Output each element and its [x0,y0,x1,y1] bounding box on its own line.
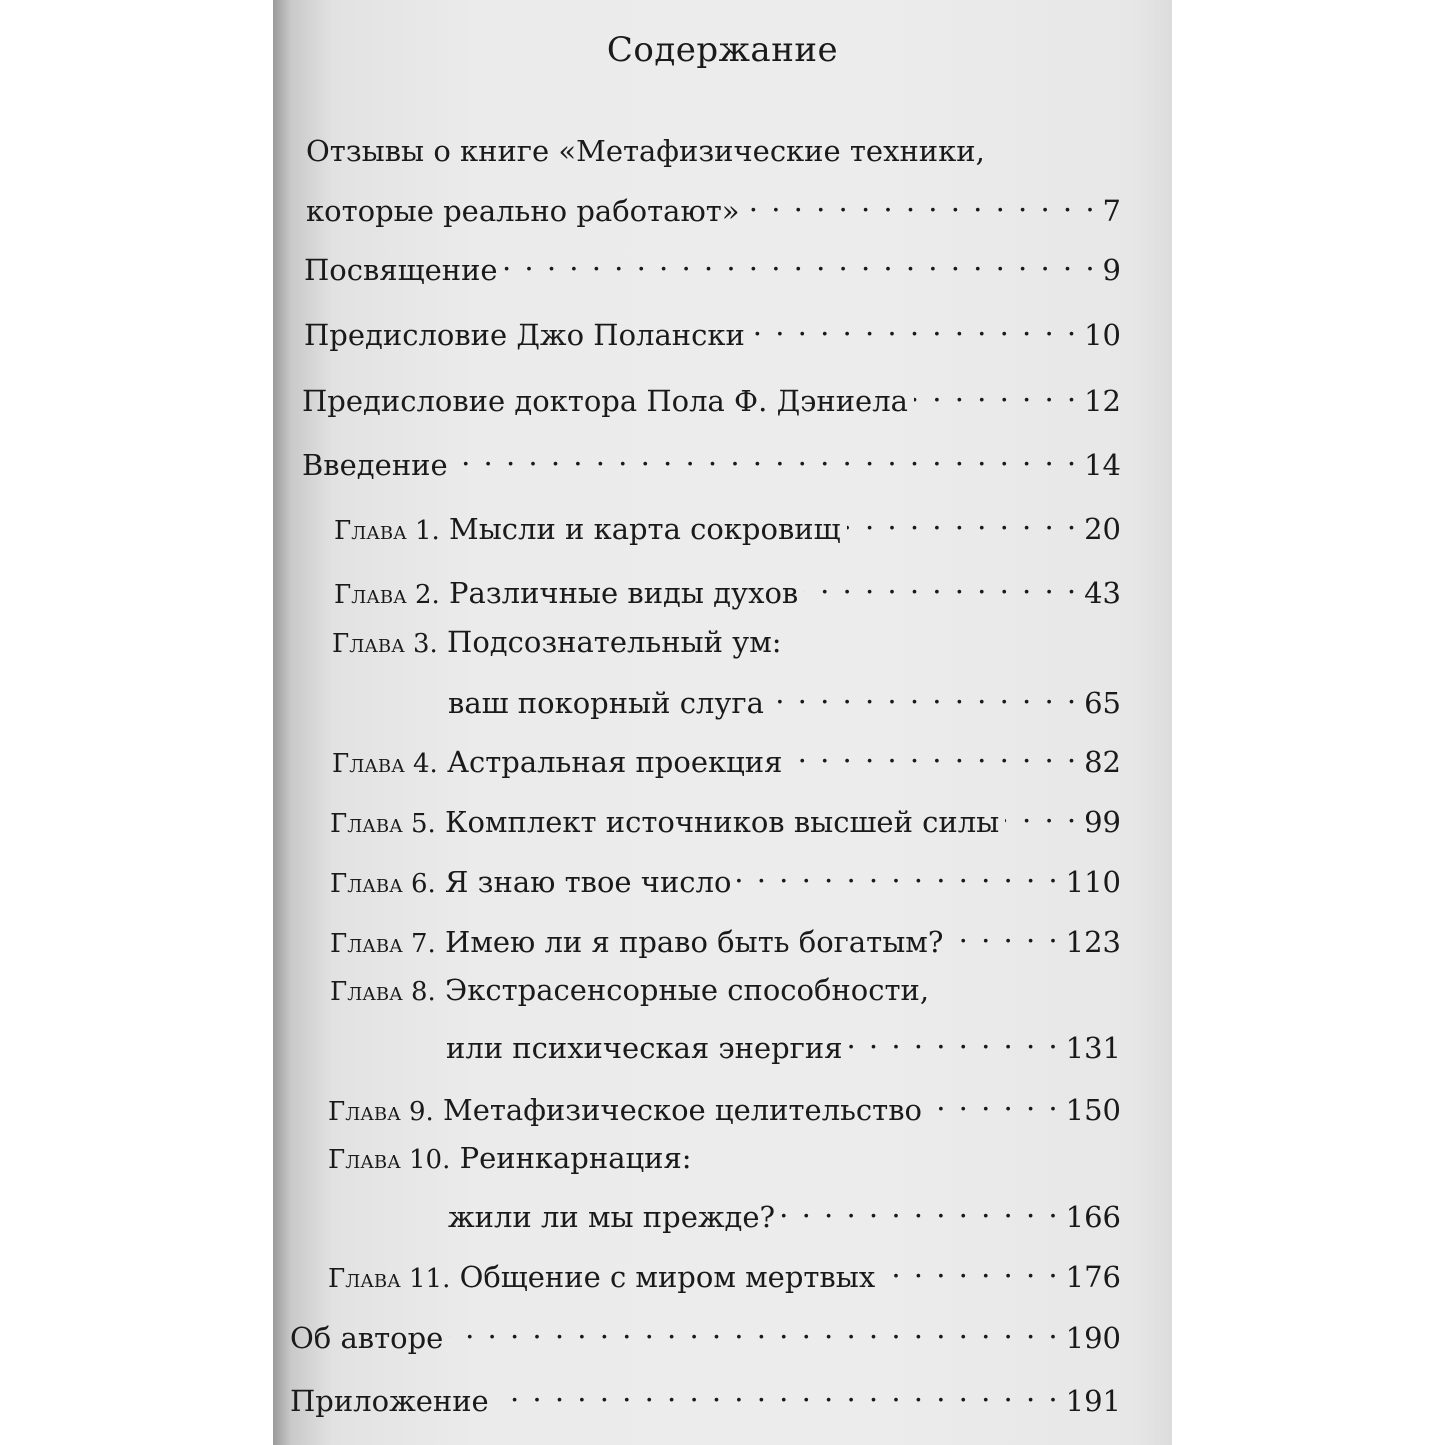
toc-entry-page: 123 [1065,925,1121,959]
toc-leader-dots [949,912,1059,952]
toc-entry-appendix [290,1371,1121,1418]
toc-leader-dots [788,732,1078,772]
chapter-prefix: Глава 3. [332,629,438,659]
toc-entry-chapter-8 [446,1018,1121,1065]
toc-entry-title: Предисловие доктора Пола Ф. Дэниела [302,384,908,418]
toc-entry-title: или психическая энергия [446,1031,843,1065]
toc-leader-dots [770,673,1078,713]
toc-entry-page: 191 [1065,1384,1121,1418]
toc-entry-chapter-4 [332,732,1121,779]
toc-entry-title: Метафизическое целительство [443,1093,922,1127]
toc-leader-dots [449,1308,1059,1348]
toc-leader-dots [495,1371,1060,1411]
toc-leader-dots [928,1080,1060,1120]
chapter-prefix: Глава 2. [334,580,440,610]
toc-entry-chapter-8-line1: Глава 8. Экстрасенсорные способности, [330,973,930,1007]
chapter-prefix: Глава 1. [334,516,440,546]
toc-entry-page: 166 [1065,1200,1121,1234]
toc-entry-chapter-6 [330,852,1121,899]
toc-leader-dots [804,563,1078,603]
toc-entry-title: ваш покорный слуга [448,686,764,720]
toc-leader-dots [504,240,1097,280]
toc-entry-chapter-9 [328,1080,1121,1127]
toc-entry-page: 99 [1084,805,1121,839]
toc-leader-dots [881,1247,1059,1287]
toc-entry-page: 12 [1084,384,1121,418]
toc-entry-chapter-2 [334,563,1121,610]
toc-entry-chapter-7 [330,912,1121,959]
toc-entry-title: Комплект источников высшей силы [445,805,1000,839]
toc-entry-page: 14 [1084,448,1121,482]
chapter-prefix: Глава 6. [330,869,436,899]
chapter-prefix: Глава 7. [330,929,436,959]
book-page [273,0,1172,1445]
chapter-prefix: Глава 11. [328,1264,451,1294]
toc-entry-title: Имею ли я право быть богатым? [445,925,944,959]
toc-entry-introduction [302,435,1121,482]
toc-entry-chapter-3-line1: Глава 3. Подсознательный ум: [332,625,782,659]
toc-entry-chapter-1 [334,499,1121,546]
toc-entry-chapter-5 [330,792,1121,839]
toc-entry-title: Посвящение [304,253,498,287]
toc-entry-page: 190 [1065,1321,1121,1355]
toc-entry-foreword-daniel [302,371,1121,418]
toc-leader-dots [1005,792,1078,832]
chapter-prefix: Глава 8. [330,977,436,1007]
toc-leader-dots [914,371,1078,411]
chapter-prefix: Глава 10. [328,1145,451,1175]
toc-entry-page: 9 [1102,253,1121,287]
toc-entry-page: 150 [1065,1093,1121,1127]
chapter-prefix: Глава 9. [328,1097,434,1127]
toc-entry-foreword-polanski [304,305,1121,352]
toc-entry-title: жили ли мы прежде? [448,1200,776,1234]
toc-entry-title: Приложение [290,1384,489,1418]
toc-entry-page: 43 [1084,576,1121,610]
toc-entry-chapter-10-line1: Глава 10. Реинкарнация: [328,1141,692,1175]
toc-entry-chapter-3 [448,673,1121,720]
toc-entry-page: 110 [1065,865,1121,899]
toc-entry-reviews-line1: Отзывы о книге «Метафизические техники, [306,134,985,168]
toc-leader-dots [847,499,1079,539]
toc-entry-dedication [304,240,1121,287]
toc-leader-dots [751,305,1078,345]
page-title: Содержание [606,30,839,70]
toc-entry-page: 131 [1065,1031,1121,1065]
toc-entry-title: Мысли и карта сокровищ [449,512,841,546]
toc-entry-about-author [290,1308,1121,1355]
toc-entry-reviews [306,181,1121,228]
toc-leader-dots [746,181,1097,221]
toc-leader-dots [454,435,1078,475]
toc-entry-page: 176 [1065,1260,1121,1294]
toc-entry-title: Предисловие Джо Полански [304,318,745,352]
toc-entry-title: Различные виды духов [449,576,799,610]
toc-entry-title: Общение с миром мертвых [459,1260,876,1294]
toc-entry-title: Введение [302,448,448,482]
chapter-prefix: Глава 4. [332,749,438,779]
toc-entry-page: 7 [1102,194,1121,228]
toc-entry-page: 82 [1084,745,1121,779]
toc-entry-title: которые реально работают» [306,194,740,228]
toc-entry-page: 10 [1084,318,1121,352]
toc-leader-dots [849,1018,1060,1058]
chapter-prefix: Глава 5. [330,809,436,839]
toc-entry-chapter-11 [328,1247,1121,1294]
toc-entry-page: 20 [1084,512,1121,546]
toc-entry-chapter-10 [448,1187,1121,1234]
toc-entry-page: 65 [1084,686,1121,720]
toc-leader-dots [737,852,1059,892]
table-of-contents [273,0,1172,1445]
toc-entry-title: Астральная проекция [447,745,783,779]
toc-entry-title: Об авторе [290,1321,444,1355]
toc-entry-title: Я знаю твое число [445,865,732,899]
toc-leader-dots [781,1187,1060,1227]
